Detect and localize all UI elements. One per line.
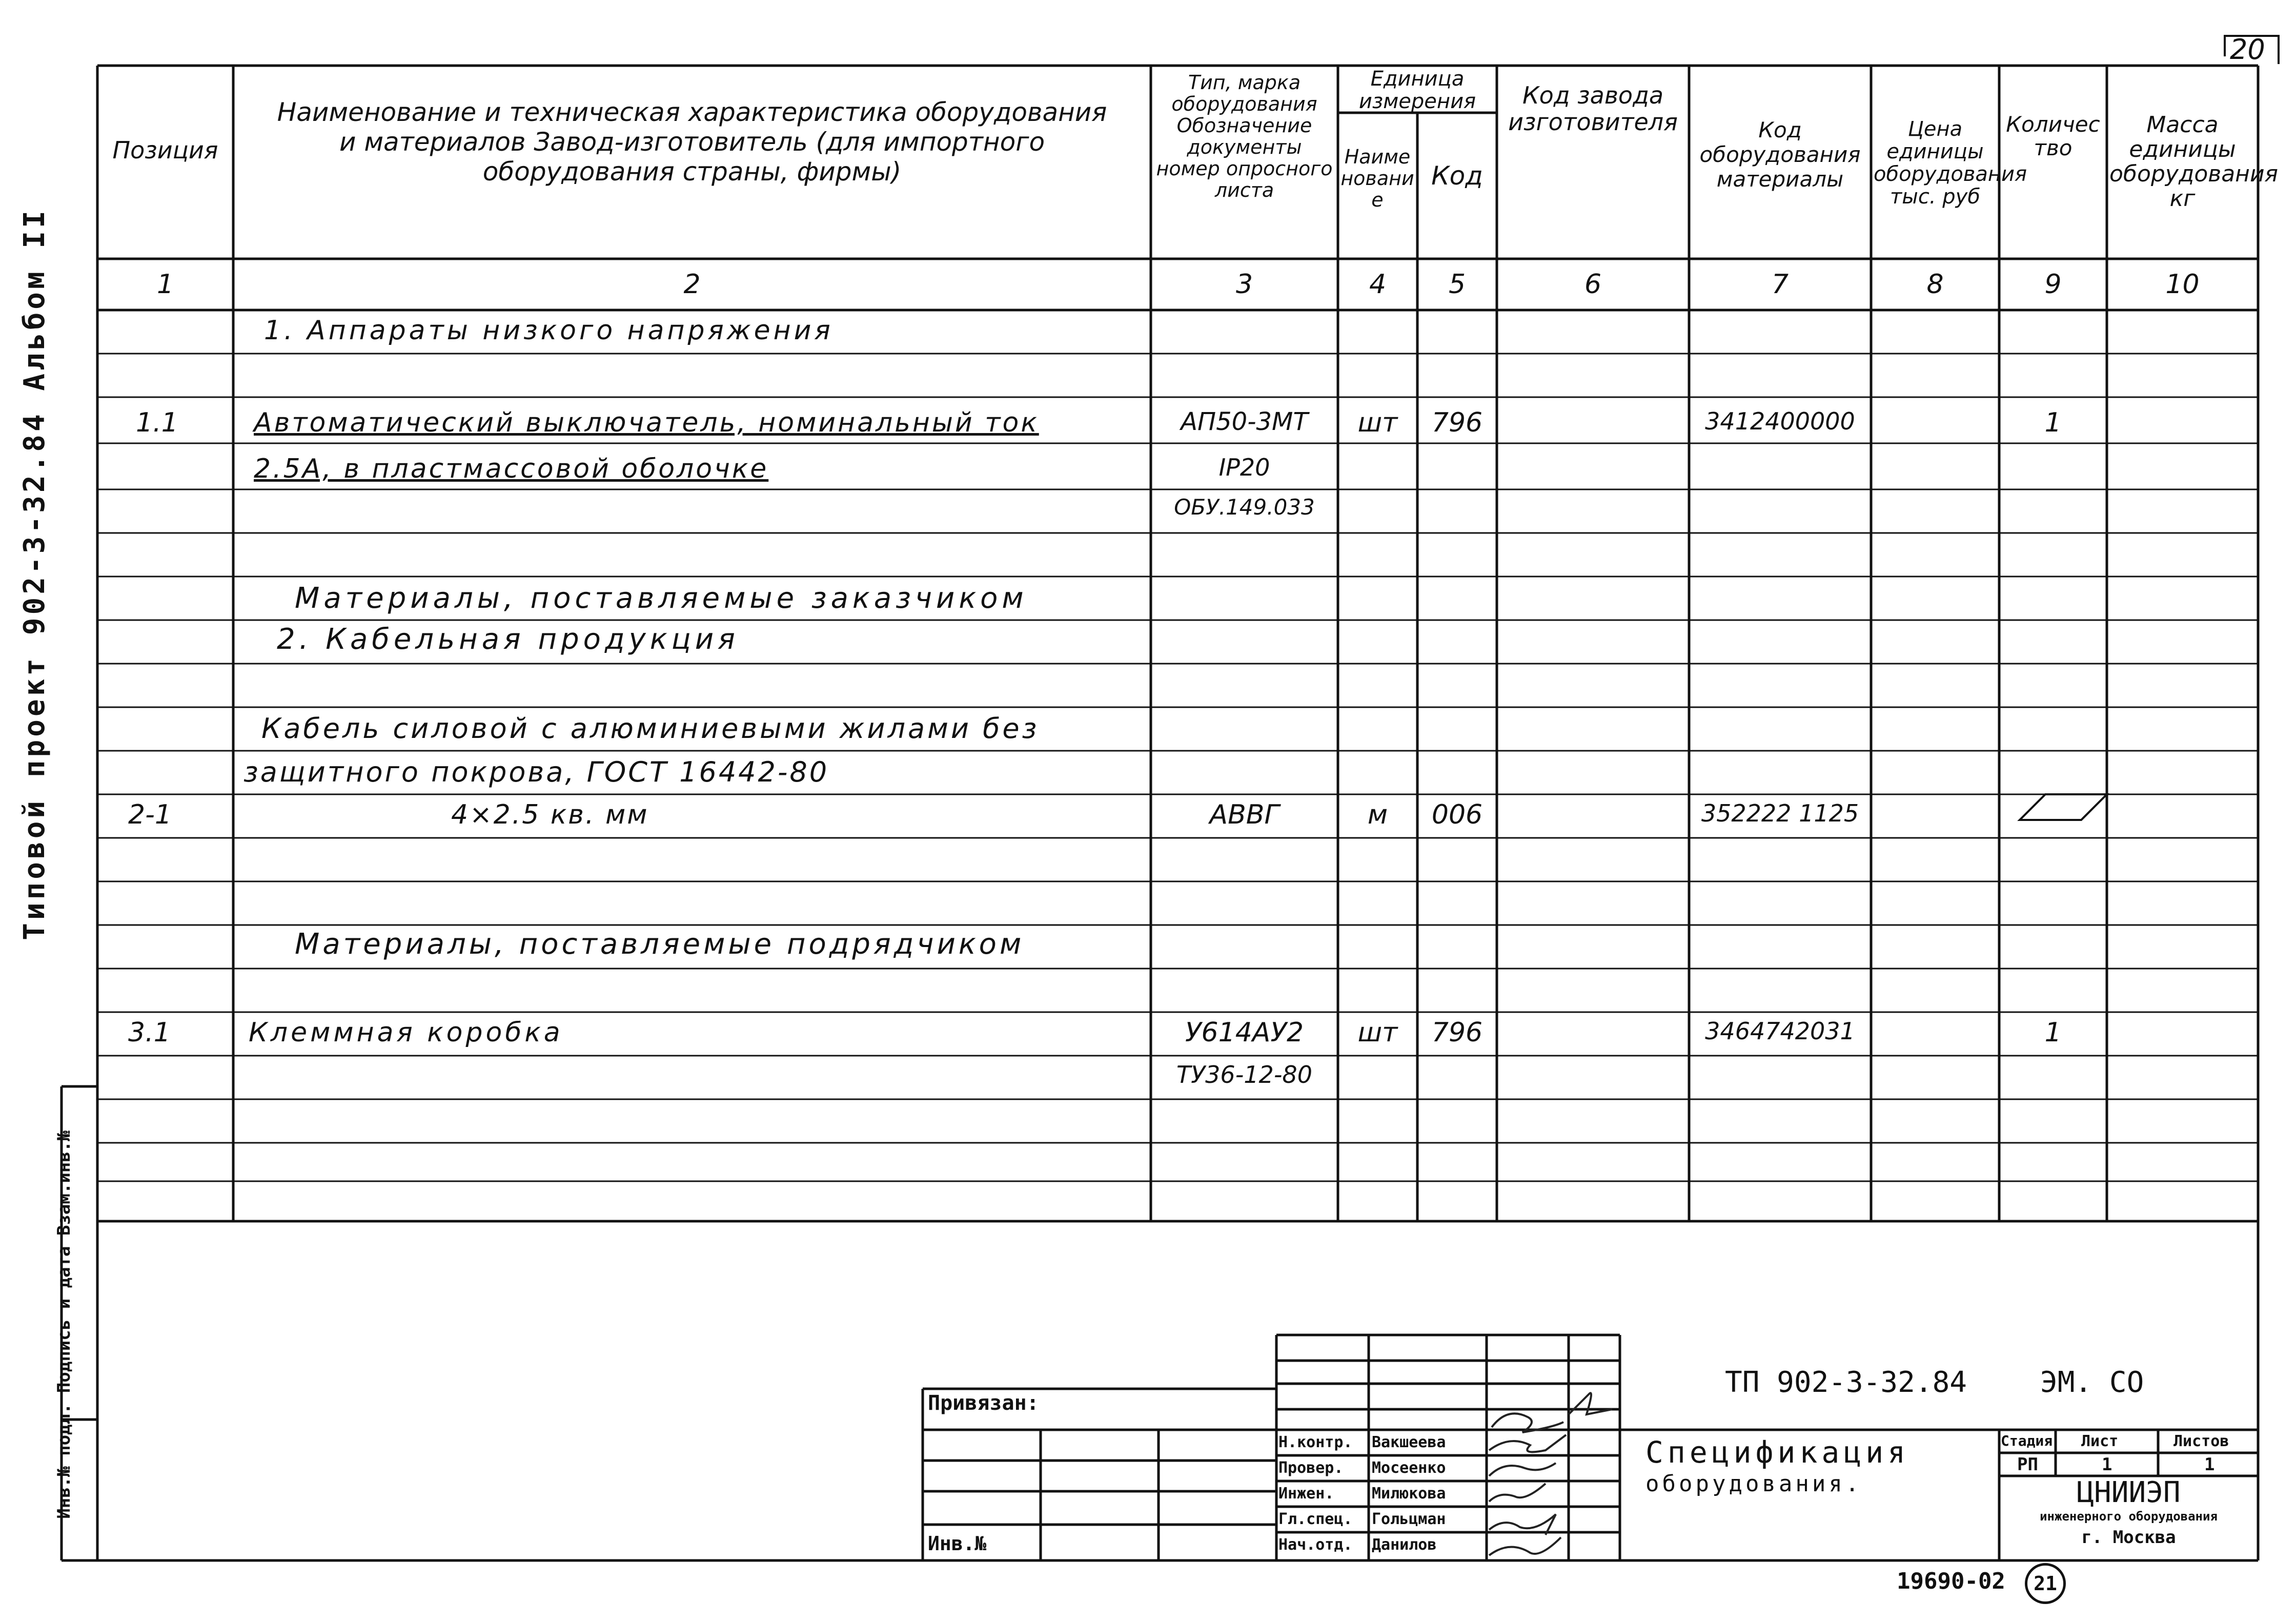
organization-name: ЦНИИЭП (2077, 1476, 2181, 1509)
header-quantity: Количество (2006, 112, 2100, 160)
attached-label: Привязан: (928, 1391, 1039, 1415)
document-code: ЭМ. СО (2040, 1366, 2144, 1399)
cell-type: ОБУ.149.033 (1174, 495, 1315, 520)
sheet-label: Лист (2081, 1432, 2119, 1450)
sheets-value: 1 (2204, 1454, 2215, 1475)
section-title: Материалы, поставляемые заказчиком (295, 582, 1028, 615)
project-code: ТП 902-3-32.84 (1725, 1366, 1967, 1399)
signer-name: Данилов (1372, 1536, 1437, 1554)
document-title: Спецификация (1645, 1435, 1910, 1470)
cell-name: Кабель силовой с алюминиевыми жилами без (261, 712, 1040, 745)
header-factory-code: Код завода изготовителя (1508, 81, 1678, 136)
organization-subtitle: инженерного оборудования (2040, 1509, 2218, 1524)
header-unit-price: Цена единицы оборудования тыс. руб (1874, 117, 2027, 209)
col-number: 4 (1369, 269, 1387, 300)
role-label: Провер. (1278, 1459, 1344, 1477)
sheets-label: Листов (2173, 1432, 2229, 1450)
stage-label: Стадия (2001, 1432, 2053, 1449)
col-number: 9 (2044, 269, 2062, 300)
header-unit-group: Единица измерения (1358, 67, 1476, 113)
section-title: Материалы, поставляемые подрядчиком (295, 928, 1025, 961)
col-number: 5 (1448, 269, 1466, 300)
cell-position: 3.1 (128, 1017, 171, 1048)
document-title-line2: оборудования. (1645, 1471, 1862, 1497)
col-number: 3 (1235, 269, 1253, 300)
cell-unit-code: 796 (1431, 407, 1483, 438)
role-label: Нач.отд. (1278, 1536, 1353, 1554)
side-title: Типовой проект 902-3-32.84 Альбом II (18, 208, 51, 940)
cell-type: IP20 (1218, 454, 1270, 481)
cell-quantity: 1 (2044, 407, 2062, 438)
cell-name: Автоматический выключатель, номинальный ток (254, 407, 1039, 438)
header-unit-name: Наименование (1340, 146, 1414, 211)
cell-equipment-code: 3464742031 (1705, 1017, 1855, 1045)
cell-name: Клеммная коробка (249, 1017, 563, 1048)
header-unit-mass: Масса единицы оборудования кг (2109, 112, 2279, 212)
section-title: 1. Аппараты низкого напряжения (264, 315, 834, 346)
cell-equipment-code: 3412400000 (1705, 407, 1855, 435)
col-number: 6 (1584, 269, 1602, 300)
cell-unit-code: 796 (1431, 1017, 1483, 1048)
role-label: Инжен. (1278, 1485, 1334, 1503)
signer-name: Мосеенко (1372, 1459, 1446, 1477)
header-unit-code: Код (1431, 161, 1483, 191)
col-number: 8 (1926, 269, 1944, 300)
footer-code: 19690-02 (1897, 1568, 2005, 1594)
col-number: 1 (156, 269, 174, 300)
cell-unit: шт (1357, 407, 1398, 438)
cell-unit: шт (1357, 1017, 1398, 1048)
cell-type: АП50-3МТ (1181, 407, 1308, 436)
col-number: 7 (1771, 269, 1789, 300)
signer-name: Вакшеева (1372, 1433, 1446, 1451)
header-equipment-code: Код оборудования материалы (1699, 117, 1861, 192)
cell-type: У614АУ2 (1185, 1017, 1304, 1048)
cell-name: защитного покрова, ГОСТ 16442-80 (243, 756, 829, 788)
cell-position: 1.1 (136, 407, 178, 438)
cell-equipment-code: 352222 1125 (1701, 799, 1859, 827)
cell-unit: м (1367, 799, 1388, 830)
section-title: 2. Кабельная продукция (277, 623, 739, 656)
col-number: 10 (2165, 269, 2200, 300)
cell-name: 4×2.5 кв. мм (451, 799, 649, 830)
organization-city: г. Москва (2081, 1527, 2176, 1548)
sheet-value: 1 (2102, 1454, 2112, 1475)
role-label: Гл.спец. (1278, 1510, 1353, 1528)
inventory-label: Инв.№ (928, 1532, 987, 1555)
cell-unit-code: 006 (1431, 799, 1483, 830)
stage-value: РП (2017, 1454, 2038, 1475)
col-number: 2 (683, 269, 701, 300)
header-name: Наименование и техническая характеристика оборудования и материалов Завод-изготовитель (для импортного оборудования страны, фирмы) (277, 97, 1107, 187)
header-type: Тип, марка оборудования Обозначение документы номер опросного листа (1156, 71, 1333, 201)
role-label: Н.контр. (1278, 1433, 1353, 1451)
signer-name: Милюкова (1372, 1485, 1446, 1503)
signer-name: Гольцман (1372, 1510, 1446, 1528)
cell-type: ТУ36-12-80 (1176, 1061, 1312, 1088)
header-position: Позиция (112, 136, 218, 164)
cell-type: АВВГ (1209, 799, 1279, 830)
footer-page-number: 21 (2025, 1563, 2066, 1604)
archive-strip-label: Инв.№ подл. Подпись и дата Взам.инв.№ (54, 1130, 74, 1519)
cell-name: 2.5А, в пластмассовой оболочке (254, 454, 769, 484)
page-number: 20 (2230, 33, 2265, 66)
cell-position: 2-1 (128, 799, 172, 830)
cell-quantity: 1 (2044, 1017, 2062, 1048)
